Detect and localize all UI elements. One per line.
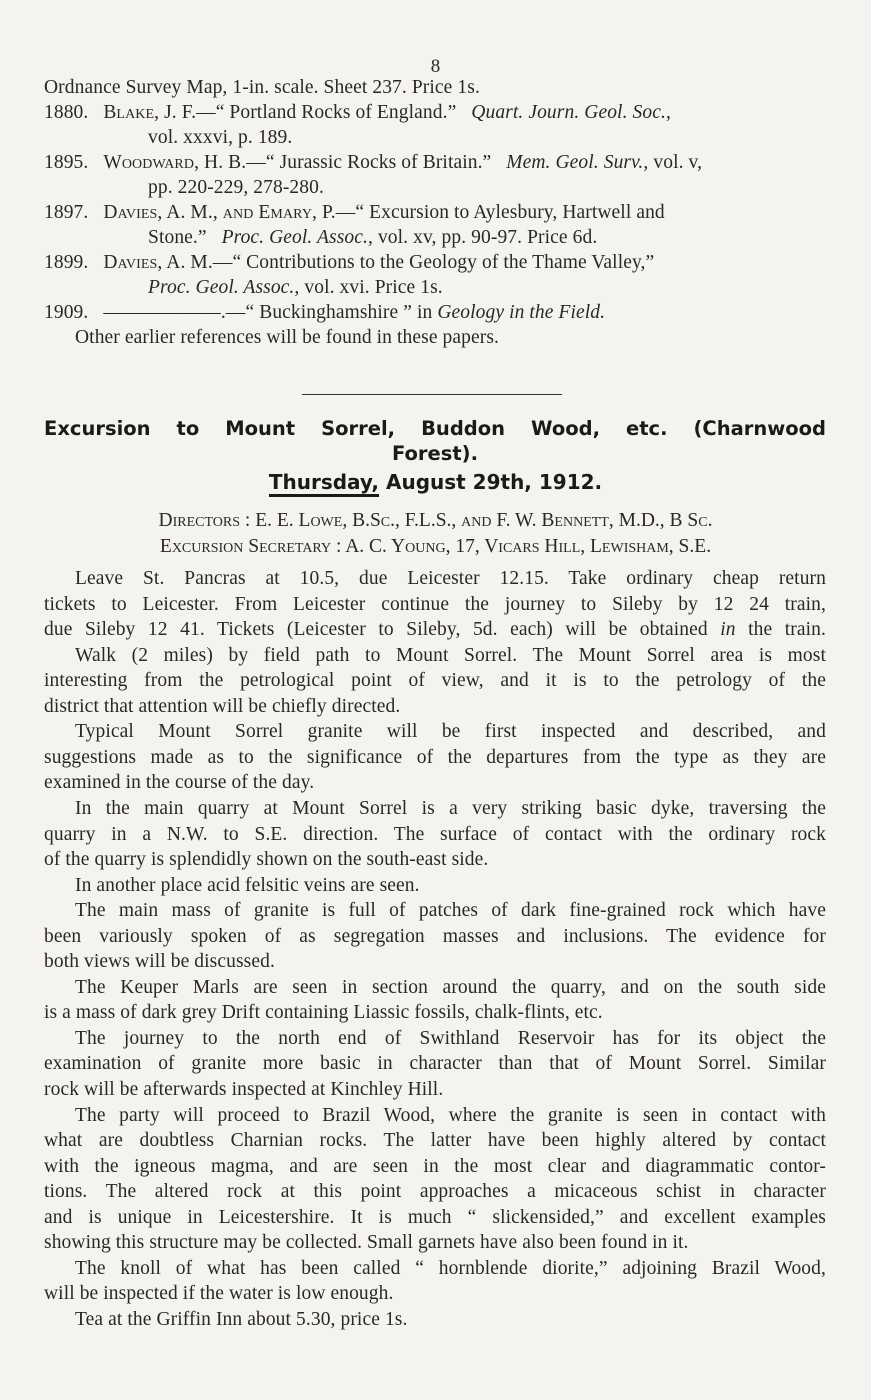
- body-line: is a mass of dark grey Drift containing Liassic fossils, chalk-flints, etc.: [44, 1002, 603, 1024]
- body-line: In the main quarry at Mount Sorrel is a very striking basic dyke, traversing the: [75, 797, 826, 819]
- ref-title-end: Stone.”: [148, 227, 207, 248]
- excursion-title-cont: Forest).: [391, 442, 479, 465]
- body-line: tickets to Leicester. From Leicester continue the journey to Sileby by 12 24 train,: [44, 593, 826, 615]
- ref-title: —“ Portland Rocks of England.”: [196, 102, 457, 123]
- body-line: both views will be discussed.: [44, 951, 275, 973]
- body-line: tions. The altered rock at this point approaches a micaceous schist in character: [44, 1181, 826, 1203]
- page-number: 8: [430, 56, 441, 77]
- body-line: Typical Mount Sorrel granite will be first inspected and described, and: [75, 721, 826, 743]
- body-line: district that attention will be chiefly directed.: [44, 695, 401, 717]
- body-line: examination of granite more basic in character than that of Mount Sorrel. Similar: [44, 1053, 826, 1075]
- reference-continuation: pp. 220-229, 278-280.: [148, 177, 324, 198]
- body-line: The main mass of granite is full of patches of dark fine-grained rock which have: [75, 900, 826, 922]
- excursion-directors: Directors : E. E. Lowe, B.Sc., F.L.S., and F. W. Bennett, M.D., B Sc.: [158, 510, 713, 531]
- reference-entry: [44, 250, 826, 275]
- ref-year: 1895.: [44, 152, 89, 173]
- reference-entry: [44, 150, 826, 175]
- ref-journal: Quart. Journ. Geol. Soc.,: [471, 102, 671, 123]
- reference-intro: Ordnance Survey Map, 1-in. scale. Sheet 237. Price 1s.: [44, 77, 480, 98]
- body-line: [44, 617, 826, 642]
- date-rest: August 29th, 1912.: [379, 470, 603, 494]
- ref-title: —“ Buckinghamshire ” in: [225, 302, 438, 323]
- body-line: In another place acid felsitic veins are seen.: [75, 874, 420, 896]
- body-line: suggestions made as to the significance of the departures from the type as they are: [44, 746, 826, 768]
- body-line: of the quarry is splendidly shown on the south-east side.: [44, 849, 489, 871]
- body-line: and is unique in Leicestershire. It is much “ slickensided,” and excellent examples: [44, 1206, 826, 1228]
- body-line: with the igneous magma, and are seen in the most clear and diagrammatic contor-: [44, 1155, 826, 1177]
- body-line: what are doubtless Charnian rocks. The latter have been highly altered by contact: [44, 1130, 826, 1152]
- body-line: The party will proceed to Brazil Wood, where the granite is seen in contact with: [75, 1104, 826, 1126]
- reference-continuation: [148, 275, 443, 300]
- ref-volume: vol. v,: [648, 152, 703, 173]
- ref-author: Woodward, H. B.: [103, 152, 247, 173]
- body-line: will be inspected if the water is low enough.: [44, 1283, 394, 1305]
- body-tail: the train.: [735, 619, 826, 641]
- date-day: Thursday,: [269, 470, 379, 497]
- body-line: The knoll of what has been called “ hornblende diorite,” adjoining Brazil Wood,: [75, 1257, 826, 1279]
- body-line: interesting from the petrological point of view, and it is to the petrology of the: [44, 670, 826, 692]
- excursion-secretary: Excursion Secretary : A. C. Young, 17, Vicars Hill, Lewisham, S.E.: [159, 536, 712, 557]
- body-line: Leave St. Pancras at 10.5, due Leicester 12.15. Take ordinary cheap return: [75, 568, 826, 589]
- body-line: rock will be afterwards inspected at Kinchley Hill.: [44, 1079, 444, 1100]
- ref-title: —“ Contributions to the Geology of the Thame Valley,”: [212, 252, 655, 273]
- ref-year: 1897.: [44, 202, 89, 223]
- ref-volume: vol. xvi. Price 1s.: [299, 277, 443, 298]
- ref-journal: Geology in the Field.: [437, 302, 606, 323]
- ref-journal: Mem. Geol. Surv.,: [506, 152, 649, 173]
- excursion-date: [0, 470, 871, 494]
- ref-title: —“ Excursion to Aylesbury, Hartwell and: [335, 202, 665, 223]
- body-line: showing this structure may be collected. Small garnets have also been found in it.: [44, 1232, 689, 1254]
- ref-volume: vol. xv, pp. 90-97. Price 6d.: [372, 227, 598, 248]
- body-line: Tea at the Griffin Inn about 5.30, price 1s.: [75, 1308, 408, 1330]
- references-closing: Other earlier references will be found in these papers.: [75, 327, 500, 348]
- reference-entry: [44, 100, 826, 125]
- body-line: Walk (2 miles) by field path to Mount Sorrel. The Mount Sorrel area is most: [75, 644, 826, 666]
- ref-year: 1909.: [44, 302, 89, 323]
- ref-author: ——————.: [103, 302, 226, 323]
- emphasis-in: in: [720, 619, 736, 641]
- body-line: been variously spoken of as segregation masses and inclusions. The evidence for: [44, 925, 826, 947]
- ref-author: Davies, A. M., and Emary, P.: [103, 202, 336, 223]
- section-divider: [302, 394, 562, 395]
- ref-journal: Proc. Geol. Assoc.,: [148, 277, 300, 298]
- reference-continuation: [148, 225, 597, 250]
- excursion-title: Excursion to Mount Sorrel, Buddon Wood, etc. (Charnwood: [44, 417, 826, 440]
- reference-entry: [44, 300, 605, 325]
- body-line: The Keuper Marls are seen in section around the quarry, and on the south side: [75, 976, 826, 998]
- ref-author: Blake, J. F.: [103, 102, 197, 123]
- ref-author: Davies, A. M.: [103, 252, 213, 273]
- body-line: quarry in a N.W. to S.E. direction. The surface of contact with the ordinary rock: [44, 823, 826, 845]
- reference-entry: [44, 200, 826, 225]
- body-line: examined in the course of the day.: [44, 772, 315, 794]
- ref-year: 1880.: [44, 102, 89, 123]
- ref-title: —“ Jurassic Rocks of Britain.”: [246, 152, 492, 173]
- ref-year: 1899.: [44, 252, 89, 273]
- reference-continuation: vol. xxxvi, p. 189.: [148, 127, 293, 148]
- ref-journal: Proc. Geol. Assoc.,: [221, 227, 373, 248]
- body-line: The journey to the north end of Swithland Reservoir has for its object the: [75, 1027, 826, 1049]
- body-line-text: due Sileby 12 41. Tickets (Leicester to Sileby, 5d. each) will be obtained: [44, 619, 708, 641]
